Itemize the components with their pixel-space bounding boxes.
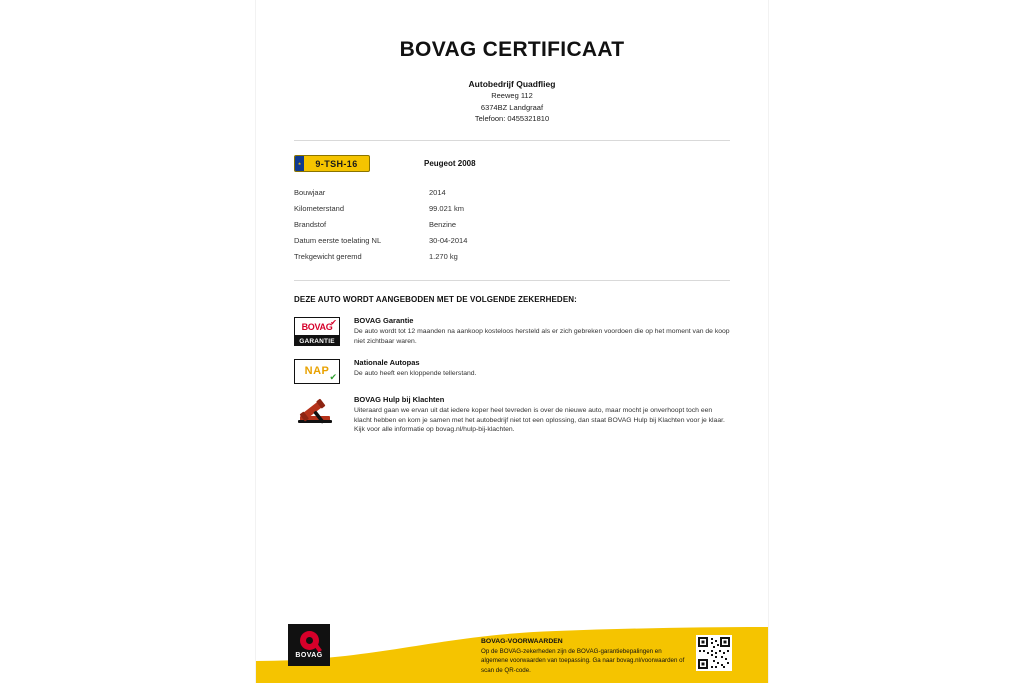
benefit-text: De auto heeft een kloppende tellerstand. <box>354 369 477 377</box>
badge-top <box>294 317 340 336</box>
footer-terms <box>481 638 686 675</box>
bovag-logo-text: BOVAG <box>295 652 323 659</box>
spec-row <box>294 184 730 200</box>
license-plate-text: 9-TSH-16 <box>315 158 358 169</box>
badge-word: NAP <box>304 365 330 378</box>
spec-row <box>294 248 730 264</box>
vehicle-specs <box>294 184 730 264</box>
benefit-badge <box>294 316 342 347</box>
eu-stars-icon: ★ <box>297 160 302 166</box>
spec-value: 99.021 km <box>429 203 465 213</box>
spec-value: 1.270 kg <box>429 251 458 261</box>
benefit-badge <box>294 395 342 436</box>
dealer-city: 6374BZ Landgraaf <box>480 102 544 112</box>
bovag-garantie-badge-icon <box>294 317 340 346</box>
benefit-text: De auto wordt tot 12 maanden na aankoop kosteloos hersteld als er zich gebreken voordoen die op het moment van de koop niet zichtbaar waren. <box>354 328 730 345</box>
benefit-item-garantie <box>294 316 730 347</box>
check-icon: ✔ <box>329 371 337 382</box>
benefit-title: BOVAG Garantie <box>354 316 414 326</box>
footer-terms-title: BOVAG-VOORWAARDEN <box>481 638 563 646</box>
badge-sub: GARANTIE <box>294 336 340 346</box>
benefit-title: Nationale Autopas <box>354 357 420 367</box>
vehicle-model: Peugeot 2008 <box>424 159 476 169</box>
page-title: BOVAG CERTIFICAAT <box>399 38 625 61</box>
spec-label: Kilometerstand <box>294 203 345 213</box>
spec-row <box>294 232 730 248</box>
check-icon: ✔ <box>330 318 337 328</box>
qr-code <box>696 635 732 671</box>
spec-label: Bouwjaar <box>294 187 326 197</box>
benefit-item-klachten <box>294 395 730 436</box>
benefit-body <box>354 358 730 384</box>
dealer-phone: Telefoon: 0455321810 <box>474 113 550 123</box>
benefit-text: Uiteraard gaan we ervan uit dat iedere koper heel tevreden is over de nieuwe auto, maar mocht je onverhoopt toch een klacht hebben en kom je samen met het autobedrijf niet tot een oplossing, dan staat BOVAG Hulp bij Klachten voor je klaar. Kijk voor alle informatie op bovag.nl/hulp-bij-klachten. <box>354 406 725 434</box>
dealer-street: Reeweg 112 <box>491 91 533 101</box>
guarantees-section-title: DEZE AUTO WORDT AANGEBODEN MET DE VOLGENDE ZEKERHEDEN: <box>294 295 577 305</box>
spec-value: Benzine <box>429 219 457 229</box>
bovag-logo <box>288 624 330 666</box>
footer <box>256 608 768 683</box>
spec-label: Brandstof <box>294 219 327 229</box>
benefit-title: BOVAG Hulp bij Klachten <box>354 394 445 404</box>
spec-label: Datum eerste toelating NL <box>294 235 382 245</box>
certificate-content <box>256 38 768 435</box>
divider-top <box>294 140 730 141</box>
eu-flag-icon <box>295 156 304 171</box>
gavel-icon <box>294 396 340 424</box>
benefit-badge <box>294 358 342 384</box>
dealer-name: Autobedrijf Quadflieg <box>468 79 556 89</box>
qr-code-svg <box>696 635 732 671</box>
vehicle-header <box>294 155 730 172</box>
nap-badge-icon <box>294 359 340 384</box>
badge-word: BOVAG <box>301 321 333 332</box>
divider-middle <box>294 280 730 281</box>
license-plate <box>294 155 370 172</box>
bovag-q-icon <box>300 631 319 650</box>
spec-value: 2014 <box>429 187 446 197</box>
benefit-body <box>354 316 730 347</box>
gavel-icon-svg <box>294 396 340 424</box>
spec-row <box>294 200 730 216</box>
certificate-sheet <box>256 0 768 683</box>
benefit-item-nap <box>294 358 730 384</box>
spec-row <box>294 216 730 232</box>
benefit-body <box>354 395 730 436</box>
spec-value: 30-04-2014 <box>429 235 468 245</box>
footer-terms-body: Op de BOVAG-zekerheden zijn de BOVAG-garantiebepalingen en algemene voorwaarden van toepassing. Ga naar bovag.nl/voorwaarden of scan de QR-code. <box>481 648 685 674</box>
spec-label: Trekgewicht geremd <box>294 251 362 261</box>
